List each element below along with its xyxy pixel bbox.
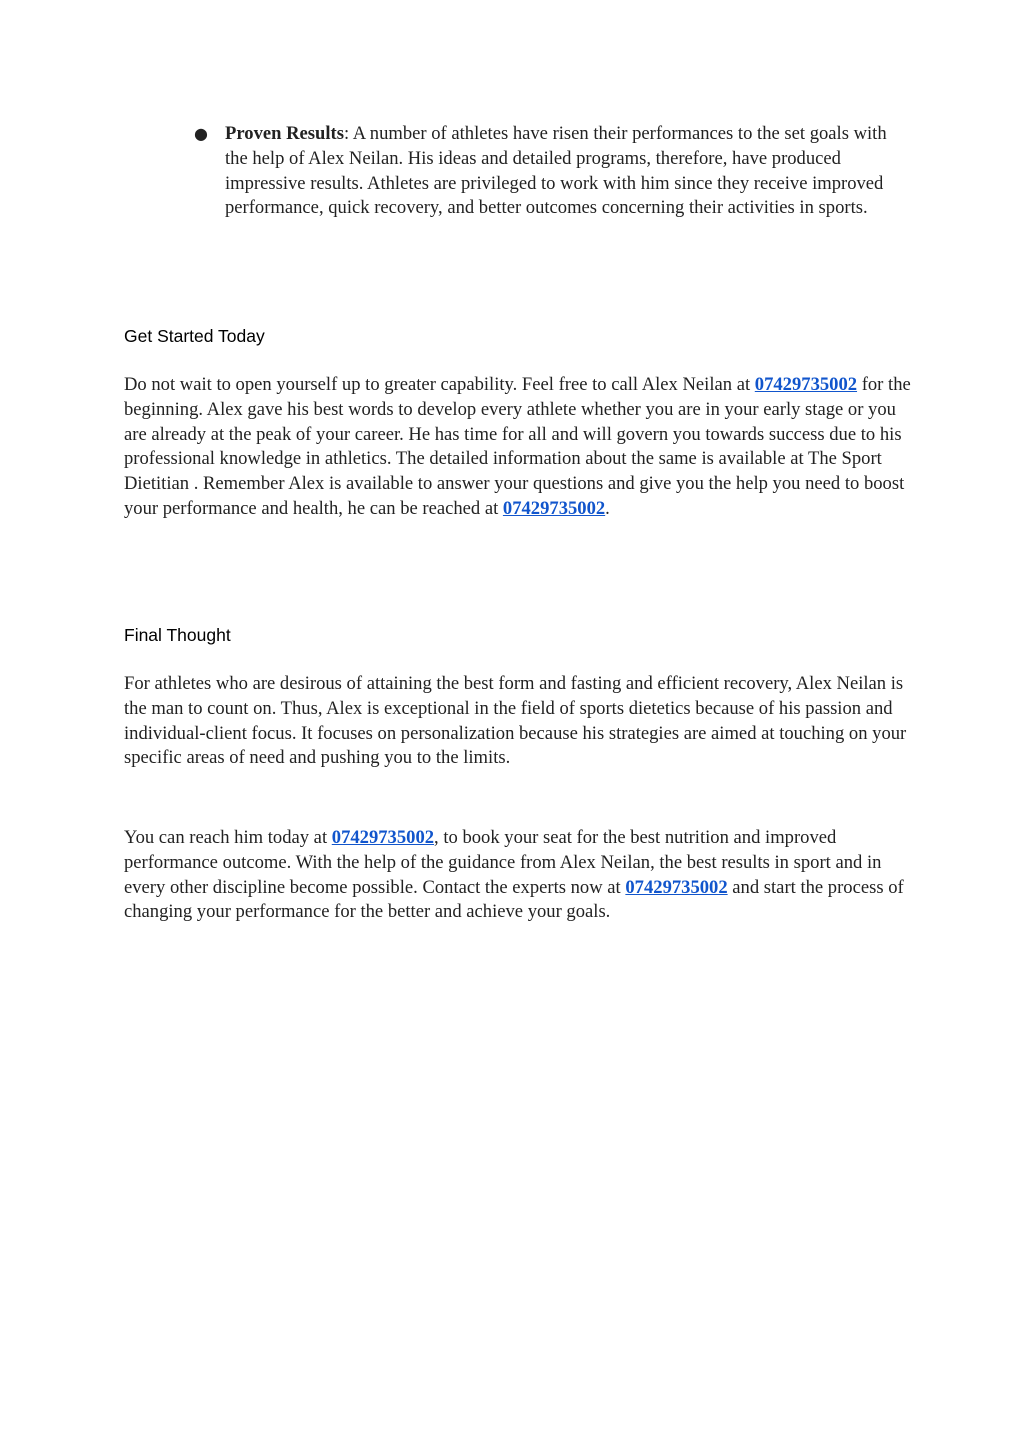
bullet-title: Proven Results xyxy=(225,123,344,144)
paragraph-final-thought-2 xyxy=(124,826,914,925)
paragraph-text: You can reach him today at xyxy=(124,827,332,848)
paragraph-text: Do not wait to open yourself up to greater capability. Feel free to call Alex Neilan at xyxy=(124,374,755,395)
phone-link[interactable]: 07429735002 xyxy=(331,827,435,848)
heading-final-thought: Final Thought xyxy=(124,625,231,645)
paragraph-text: . xyxy=(605,497,610,519)
paragraph-text: and start the process of changing your performance for the better and achieve your goals. xyxy=(124,876,904,923)
paragraph-final-thought-1: For athletes who are desirous of attaining the best form and fasting and efficient recovery, Alex Neilan is the man to count on. Thus, Alex is exceptional in the field of sports dietetics because of his passion and individual-client focus. It focuses on personalization because his strategies are aimed at touching on your specific areas of need and pushing you to the limits. xyxy=(124,673,907,769)
paragraph-text: for the beginning. Alex gave his best words to develop every athlete whether you are in your early stage or you are already at the peak of your career. He has time for all and will govern you towards success due to his professional knowledge in athletics. The detailed information about the same is available at The Sport Dietitian . Remember Alex is available to answer your questions and give you the help you need to boost your performance and health, he can be reached at xyxy=(124,374,911,519)
paragraph-get-started xyxy=(124,373,914,522)
phone-link[interactable]: 07429735002 xyxy=(754,374,858,395)
phone-link[interactable]: 07429735002 xyxy=(502,497,606,519)
bullet-body: : A number of athletes have risen their performances to the set goals with the help of Alex Neilan. His ideas and detailed programs, therefore, have produced impressive results. Athletes are privileged to work with him since they receive improved performance, quick recovery, and better outcomes concerning their activities in sports. xyxy=(225,123,887,219)
bullet-icon: ● xyxy=(194,124,208,143)
phone-link[interactable]: 07429735002 xyxy=(625,876,728,898)
paragraph-text: , to book your seat for the best nutrition and improved performance outcome. With the help of the guidance from Alex Neilan, the best results in sport and in every other discipline become possible. Contact the experts now at xyxy=(124,827,882,898)
bullet-text xyxy=(225,122,900,221)
heading-get-started: Get Started Today xyxy=(124,326,265,346)
